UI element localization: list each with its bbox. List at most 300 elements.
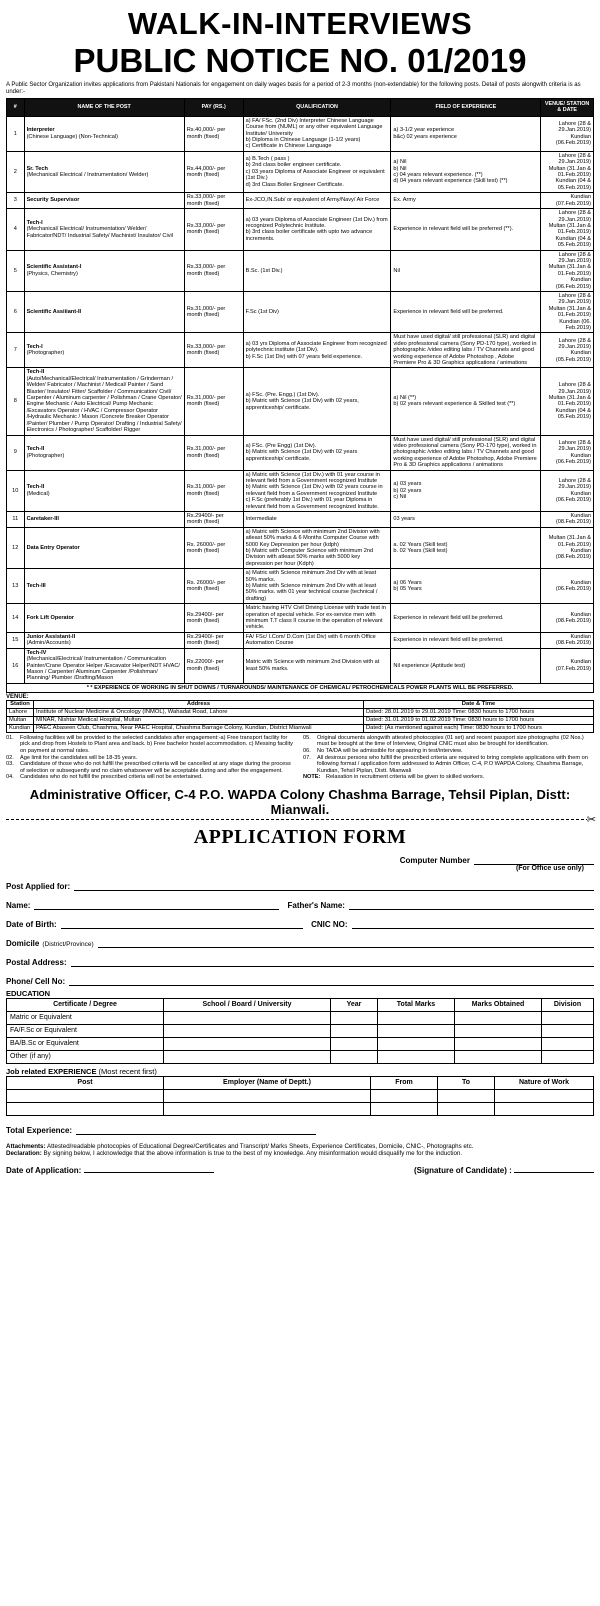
exp-col-post: Post — [7, 1076, 164, 1089]
post-serial — [7, 569, 25, 604]
domicile-row — [6, 929, 594, 948]
note-item — [303, 755, 594, 775]
venue-line: Multan (31.Jan & 01.Feb.2019) — [548, 535, 591, 548]
total-experience-row — [6, 1116, 594, 1135]
post-subtitle: (Photographer) — [26, 452, 65, 459]
post-title: Junior Assistant-II — [26, 633, 76, 640]
qualification-line: Ex-JCO,/N.Sub/ or equivalent of Army/Navy/ Air Force — [245, 197, 380, 204]
attachments — [6, 1143, 594, 1158]
experience-line: Must have used digital/ still professional (SLR) and digital video professional camera (Sony PD-170 type), worked in photographic /video editing labs / TV Channels and good working experience of Adobe Photoshop, Adobe Premiere Pro & 3D Graphics applications / animations — [393, 436, 537, 469]
experience-line: b) 05 Years — [393, 586, 422, 593]
education-label: EDUCATION — [6, 988, 51, 998]
education-cell[interactable] — [542, 1024, 594, 1037]
experience-line: Ex. Army — [393, 197, 416, 204]
venues-col-address: Address — [34, 700, 364, 708]
post-title: Tech-II — [26, 484, 45, 491]
qualification-line: a) B.Tech ( pass ) — [245, 156, 290, 163]
venue-line: Kundian (07.Feb.2019) — [555, 194, 591, 207]
computer-number-label: Computer Number — [399, 855, 470, 865]
experience-line: d) 04 years relevant experience (Skill test) (**) — [393, 178, 508, 185]
post-venue — [541, 333, 594, 368]
post-row — [7, 470, 594, 511]
cut-line — [6, 813, 596, 826]
post-row — [7, 151, 594, 192]
venue-line: Kundian (04 & 05.Feb.2019) — [555, 178, 591, 191]
experience-line: b) 02 years — [393, 487, 422, 494]
post-serial-text: 12 — [12, 544, 19, 551]
note-item — [303, 748, 594, 755]
posts-table — [6, 98, 594, 684]
post-pay-text: Rs. 26000/- per month (fixed) — [186, 579, 226, 593]
qualification-line: a) FA/ FSc. (2nd Div) Interpreter Chinese Language Course from (NUML) or any other equivalent Language Institute/ University — [245, 117, 383, 137]
post-name — [24, 511, 184, 527]
phone-label: Phone/ Cell No: — [6, 976, 66, 986]
name-row — [6, 891, 594, 910]
venue-line: Kundian (04 & 05.Feb.2019) — [555, 235, 591, 249]
post-pay-text: Rs.40,000/- per month (fixed) — [186, 127, 226, 140]
qualification-line: Matric having HTV Civil Driving License with trade test in operation of special vehicle. For ex-service men with minimum T.T class II course in the operation of relevant vehicle. — [245, 605, 386, 631]
total-experience-field[interactable] — [76, 1126, 316, 1135]
post-row — [7, 632, 594, 648]
fathers-name-field[interactable] — [349, 901, 594, 910]
note-item — [303, 774, 594, 781]
post-pay-text: Rs. 26000/- per month (fixed) — [186, 541, 226, 554]
venue-address: Institute of Nuclear Medicine & Oncology (INMOL), Wahadat Road, Lahore — [34, 708, 364, 716]
post-name — [24, 435, 184, 470]
post-pay — [184, 333, 243, 368]
post-venue — [541, 209, 594, 250]
edu-col-school: School / Board / University — [164, 998, 331, 1011]
post-venue — [541, 648, 594, 683]
computer-number-row — [6, 853, 594, 865]
qualification-line: c) F.Sc (preferably 1st Div.) with 01 year Diploma in relevant field from a Government recognized Institute. — [245, 497, 379, 510]
experience-line: Nil experience (Aptitude test) — [393, 662, 466, 669]
post-experience — [391, 648, 541, 683]
domicile-field[interactable] — [98, 939, 594, 948]
note-text: Relaxation in recruitment criteria will be given to skilled workers. — [326, 774, 485, 781]
post-experience — [391, 209, 541, 250]
col-venue: VENUE/ STATION & DATE — [541, 99, 594, 117]
post-pay — [184, 250, 243, 291]
notes-right — [303, 735, 594, 781]
post-name — [24, 291, 184, 332]
post-pay — [184, 604, 243, 633]
dob-row — [6, 910, 594, 929]
education-cell[interactable] — [378, 1050, 455, 1063]
post-row — [7, 368, 594, 435]
qualification-line: FA/ FSc/ I.Com/ D.Com (1st Div) with 6 month Office Automation Course — [245, 633, 376, 647]
venue-line: Kundian (08.Feb.2019) — [555, 512, 591, 526]
post-serial — [7, 648, 25, 683]
education-cell[interactable] — [331, 1024, 378, 1037]
education-cell[interactable] — [378, 1037, 455, 1050]
postal-label: Postal Address: — [6, 957, 67, 967]
education-cell[interactable] — [378, 1011, 455, 1024]
venue-datetime: Dated: (As mentioned against each) Time: 0830 hours to 1700 hours — [364, 724, 594, 732]
post-pay-text: Rs.22000/- per month (fixed) — [186, 659, 224, 672]
post-subtitle: (Chinese Language) (Non-Technical) — [26, 133, 118, 140]
post-subtitle: (Mechanical/ Electrical / Instrumentation/ Welder) — [26, 172, 149, 179]
post-pay — [184, 368, 243, 435]
posts-table-header — [7, 99, 594, 117]
experience-line: Experience in relevant field will be preferred. — [393, 308, 504, 315]
post-qualification — [243, 151, 391, 192]
education-cell[interactable] — [331, 1037, 378, 1050]
experience-row[interactable] — [7, 1089, 594, 1102]
post-applied-label: Post Applied for: — [6, 881, 71, 891]
post-subtitle: (Mechanical/Electrical/ Instrumentation / Communication Painter/Crane Operator Helper /Excavator Helper/NDT HVAC/ Mason / Carpenter/ Aluminum Carpenter /Polishman/ Planning/ Plumber /Drafting/Mason — [26, 656, 180, 682]
phone-row — [6, 967, 594, 986]
date-of-application-label: Date of Application: — [6, 1165, 82, 1175]
cnic-label: CNIC NO: — [311, 919, 348, 929]
form-title: APPLICATION FORM — [193, 825, 407, 848]
venue-line: Kundian (07.Feb.2019) — [555, 659, 591, 672]
venue-line: Kundian (06.Feb.2019) — [555, 452, 591, 465]
post-pay — [184, 291, 243, 332]
note-number: 02. — [6, 754, 14, 761]
post-subtitle: (Auto/Mechanical/Electrical/ Instrumentation / Grinderman / Welder/ Fabricator / Machinist / Medical/ Painter / Sand Blaster/ Insulator/ Fitter/ Scaffolder / Communication/ Civil/ Carpenter / Aluminum carpenter / Polishman / Crane Operator/ Engine Mechanic / Auto Electrical/ Pump Mechanic /Excavators Operator / HVAC / Compressor Operator /Hydraulic Mechanic / Mason /Concrete Breaker Operator /Painter/ Plumber / Pump Operator/ Drafting / Industrial Safety/ Electronics / Photographer/ Scaffolder/ Rigger — [26, 375, 182, 434]
post-subtitle: (Admin/Accounts) — [26, 640, 71, 647]
note-item — [6, 755, 297, 762]
note-number: 04. — [6, 774, 14, 781]
education-row-label: FA/F.Sc or Equivalent — [7, 1024, 164, 1037]
post-title: Tech-III — [26, 583, 46, 590]
date-of-application-field[interactable] — [84, 1172, 214, 1173]
venue-address: MINAR, Nishtar Medical Hospital, Multan — [34, 716, 364, 724]
post-pay-text: Rs.29400/- per month (fixed) — [186, 512, 224, 526]
table-footnote: * * EXPERIENCE OF WORKING IN SHUT DOWNS / TURNAROUNDS/ MAINTENANCE OF CHEMICAL/ PETROCHEMICALS POWER PLANTS WILL BE PREFERRED. — [6, 684, 594, 693]
venue-row — [7, 708, 594, 716]
post-name — [24, 470, 184, 511]
post-venue — [541, 151, 594, 192]
post-serial-text: 7 — [13, 347, 17, 354]
notice-number: PUBLIC NOTICE NO. 01/2019 — [73, 42, 527, 79]
venues-body — [7, 708, 594, 732]
note-text: Age limit for the candidates will be 18-35 years. — [20, 754, 138, 761]
post-venue — [541, 291, 594, 332]
post-row — [7, 333, 594, 368]
post-title: Tech-II — [26, 446, 45, 453]
venue-station: Multan — [7, 716, 34, 724]
post-row — [7, 648, 594, 683]
experience-line: a) 03 years — [393, 481, 422, 488]
experience-line: b&c) 02 years experience — [393, 133, 457, 140]
post-venue — [541, 569, 594, 604]
education-row[interactable] — [7, 1011, 594, 1024]
post-qualification — [243, 604, 391, 633]
edu-col-obtained: Marks Obtained — [455, 998, 542, 1011]
experience-line: a) Nil — [393, 159, 407, 166]
post-pay-text: Rs.31,000/- per month (fixed) — [186, 395, 226, 408]
education-cell[interactable] — [542, 1037, 594, 1050]
note-text: All desirous persons who fulfill the prescribed criteria are required to bring complete applications with them on following format / application form addressed to Admin Officer, C-4, P.O WAPDA Colony, Chashma Barrage, Kundian, Tehsil Piplan, Distt. Mianwali — [317, 754, 588, 774]
edu-col-total: Total Marks — [378, 998, 455, 1011]
experience-line: Must have used digital/ still professional (SLR) and digital video professional camera (Sony PD-170 type), worked in photographic /video editing labs / TV Channels and good working experience of Adobe Photoshop , Adobe Premiere Pro & 3D Graphics applications / animations — [393, 334, 537, 367]
venue-line: Lahore (28 & 29.Jan.2019) — [558, 251, 591, 264]
experience-line: b. 02 Years (Skill test) — [393, 548, 448, 554]
education-cell[interactable] — [331, 1011, 378, 1024]
experience-table — [6, 1076, 594, 1116]
post-venue — [541, 116, 594, 151]
qualification-line: b) Diploma in Chinese Language (1-1/2 years) — [245, 137, 361, 144]
education-row[interactable] — [7, 1037, 594, 1050]
postal-field[interactable] — [71, 958, 594, 967]
post-serial-text: 2 — [13, 168, 17, 175]
job-experience-heading — [6, 1067, 594, 1076]
venue-address: PAEC Abaseen Club, Chashma, Near PAEC Hospital, Chashma Barrage Colony, Kundian, District Mianwali — [34, 724, 364, 732]
education-cell[interactable] — [331, 1050, 378, 1063]
post-qualification — [243, 511, 391, 527]
qualification-line: b) Matric with Computer Science with minimum 2nd Division with atleast 50% marks with 5000 key depression per hour (Kdph) — [245, 548, 374, 567]
post-experience — [391, 193, 541, 209]
post-serial-text: 1 — [13, 130, 17, 137]
experience-row[interactable] — [7, 1102, 594, 1115]
post-experience — [391, 151, 541, 192]
venue-row — [7, 716, 594, 724]
post-experience — [391, 569, 541, 604]
col-experience: FIELD OF EXPERIENCE — [391, 99, 541, 117]
post-pay-text: Rs.33,000/- per month (fixed) — [186, 194, 226, 207]
note-number: 06. — [303, 747, 311, 754]
notice-intro: A Public Sector Organization invites applications from Pakistani Nationals for engagement on daily wages basis for a period of 2-3 months (non-extendable) for the following posts. Detail of posts alongwith criteria is as under:- — [6, 82, 581, 95]
attachments-text: Attested/readable photocopies of Educational Degree/Certificates and Transcript/ Marks Sheets, Experience Certificates, Domicile, CNIC-, Photographs etc. — [46, 1142, 474, 1150]
post-name — [24, 151, 184, 192]
venues-col-station: Station — [7, 700, 34, 708]
post-pay — [184, 569, 243, 604]
post-title: Fork Lift Operator — [26, 614, 75, 621]
post-qualification — [243, 632, 391, 648]
experience-line: 03 years — [393, 516, 415, 523]
col-qualification: QUALIFICATION — [243, 99, 391, 117]
education-row-label: Matric or Equivalent — [7, 1011, 164, 1024]
venue-line: Multan (31.Jan & 01.Feb.2019) — [548, 222, 591, 236]
post-row — [7, 569, 594, 604]
domicile-label: Domicile — [6, 938, 40, 948]
post-pay-text: Rs.33,000/- per month (fixed) — [186, 264, 226, 277]
education-cell[interactable] — [164, 1024, 331, 1037]
note-number: NOTE: — [303, 774, 321, 781]
qualification-line: Intermediate — [245, 516, 277, 523]
post-serial-text: 16 — [12, 662, 19, 669]
experience-line: a) 06 Years — [393, 579, 422, 586]
education-cell[interactable] — [455, 1024, 542, 1037]
post-pay — [184, 151, 243, 192]
qualification-line: b) 3rd class boiler certificate with upto two advance increments. — [245, 229, 373, 242]
post-experience — [391, 368, 541, 435]
venues-col-date: Date & Time — [364, 700, 594, 708]
post-pay — [184, 193, 243, 209]
education-cell[interactable] — [542, 1050, 594, 1063]
post-title: Sr. Tech — [26, 165, 48, 172]
post-qualification — [243, 368, 391, 435]
notes-section — [6, 735, 594, 781]
post-serial — [7, 250, 25, 291]
post-serial — [7, 511, 25, 527]
note-number: 05. — [303, 734, 311, 741]
post-venue — [541, 527, 594, 568]
education-cell[interactable] — [455, 1050, 542, 1063]
education-row[interactable] — [7, 1050, 594, 1063]
post-venue — [541, 470, 594, 511]
education-cell[interactable] — [542, 1011, 594, 1024]
venue-line: Lahore (28 & 29.Jan.2019) — [558, 439, 591, 453]
education-row-label: BA/B.Sc or Equivalent — [7, 1037, 164, 1050]
post-serial — [7, 632, 25, 648]
fathers-name-label: Father's Name: — [287, 900, 345, 910]
post-serial-text: 3 — [13, 197, 17, 204]
post-pay-text: Rs.31,000/- per month (fixed) — [186, 484, 226, 497]
venue-line: Lahore (28 & 29.Jan.2019) — [558, 337, 591, 351]
venue-line: Multan (31.Jan & 01.Feb.2019) — [548, 305, 591, 319]
education-cell[interactable] — [164, 1037, 331, 1050]
post-serial-text: 9 — [13, 449, 17, 456]
education-row[interactable] — [7, 1024, 594, 1037]
note-number: 01. — [6, 734, 14, 741]
venue-line: Kundian (06. Feb.2019) — [559, 318, 591, 331]
qualification-line: Matric with Science with minimum 2nd Division with at least 50% marks. — [245, 659, 380, 672]
post-experience — [391, 470, 541, 511]
post-serial — [7, 435, 25, 470]
qualification-line: a) Matric with Science with minimum 2nd Division with atleast 50% marks & 6 Months Computer Course with 5000 Key Depression per hour (kdph) — [245, 528, 380, 548]
post-venue — [541, 632, 594, 648]
exp-col-employer: Employer (Name of Deptt.) — [164, 1076, 371, 1089]
post-pay-text: Rs.33,000/- per month (fixed) — [186, 344, 226, 357]
post-row — [7, 291, 594, 332]
venue-line: Kundian (08.Feb.2019) — [555, 548, 591, 561]
qualification-line: B.Sc. (1st Div.) — [245, 267, 283, 274]
experience-line: Experience in relevant field will be preferred. — [393, 637, 504, 644]
post-name — [24, 632, 184, 648]
post-pay — [184, 470, 243, 511]
note-text: Original documents alongwith attested photocopies (01 set) and recent passport size photographs (02 Nos.) must be brought at the time of Interview, Original CNIC must also be brought for identification. — [317, 734, 584, 748]
venue-line: Kundian (06.Feb.2019) — [555, 490, 591, 504]
qualification-line: a) Matric with Science (1st Div.) with 01 year course in relevant field from a Government recognized Institute — [245, 471, 380, 484]
note-item — [6, 774, 297, 781]
post-row — [7, 435, 594, 470]
post-experience — [391, 435, 541, 470]
post-serial-text: 15 — [12, 637, 19, 644]
qualification-line: b) Matric with Science minimum 2nd Div with at least 50% marks. with 01 year technical course (technical / drafting) — [245, 583, 378, 602]
post-pay-text: Rs.29400/- per month (fixed) — [186, 611, 224, 625]
post-experience — [391, 511, 541, 527]
qualification-line: c) Certificate in Chinese Language — [245, 143, 332, 150]
note-text: No TA/DA will be admissible for appearing in test/interview. — [317, 747, 463, 754]
qualification-line: a) Matric with Science minimum 2nd Div with at least 50% marks. — [245, 570, 377, 583]
qualification-line: F.Sc (1st Div) — [245, 308, 279, 315]
posts-table-body — [7, 116, 594, 683]
post-venue — [541, 368, 594, 435]
post-subtitle: (Photographer) — [26, 350, 65, 357]
venue-line: Lahore (28 & 29.Jan.2019) — [558, 382, 591, 395]
qualification-line: a) FSc. (Pre Engg) (1st Div). — [245, 442, 317, 449]
post-venue — [541, 193, 594, 209]
phone-field[interactable] — [69, 977, 594, 986]
venue-line: Multan (31.Jan & 01.Feb.2019) — [548, 264, 591, 277]
post-qualification — [243, 209, 391, 250]
education-cell[interactable] — [164, 1050, 331, 1063]
edu-col-year: Year — [331, 998, 378, 1011]
education-cell[interactable] — [164, 1011, 331, 1024]
post-row — [7, 250, 594, 291]
qualification-line: d) 3rd Class Boiler Engineer Certificate. — [245, 181, 344, 188]
newspaper-notice — [6, 6, 594, 1594]
post-pay — [184, 435, 243, 470]
post-name — [24, 116, 184, 151]
qualification-line: c) 03 years Diploma of Associate Engineer or equivalent (1st Div.) — [245, 168, 385, 182]
signature — [414, 1166, 594, 1175]
post-title: Caretaker-III — [26, 516, 59, 523]
post-title: Scientific Assiiiant-II — [26, 308, 82, 315]
education-cell[interactable] — [378, 1024, 455, 1037]
education-cell[interactable] — [455, 1011, 542, 1024]
post-serial — [7, 368, 25, 435]
note-text: Candidates who do not fulfill the prescribed criteria will not be entertained. — [20, 774, 203, 781]
exp-col-nature: Nature of Work — [495, 1076, 594, 1089]
venue-datetime: Dated: 28.01.2019 to 29.01.2019 Time: 0830 hours to 1700 hours — [364, 708, 594, 716]
post-venue — [541, 435, 594, 470]
computer-number-field[interactable] — [474, 856, 594, 865]
experience-line: a) Nil (**) — [393, 395, 417, 402]
signature-field[interactable] — [514, 1172, 594, 1173]
postal-row — [6, 948, 594, 967]
post-title: Scientific Assistant-I — [26, 264, 82, 271]
dob-field[interactable] — [61, 920, 303, 929]
note-item — [6, 761, 297, 774]
experience-line: Experience in relevant field will be preferred. — [393, 614, 504, 621]
experience-line: a. 02 Years (Skill test) — [393, 541, 448, 548]
notice-title: WALK-IN-INTERVIEWS — [127, 6, 473, 41]
declaration-label: Declaration: — [6, 1150, 42, 1158]
qualification-line: a) FSc. (Pre. Engg.) (1st Div). — [245, 391, 320, 398]
education-table — [6, 998, 594, 1064]
post-pay-text: Rs.33,000/- per month (fixed) — [186, 222, 226, 236]
post-serial-text: 14 — [12, 614, 19, 621]
post-qualification — [243, 333, 391, 368]
venue-station: Lahore — [7, 708, 34, 716]
venues-table — [6, 700, 594, 733]
education-row-label: Other (if any) — [7, 1050, 164, 1063]
venue-line: Kundian (08.Feb.2019) — [555, 611, 591, 625]
post-qualification — [243, 291, 391, 332]
post-pay-text: Rs.31,000/- per month (fixed) — [186, 446, 226, 459]
experience-line: b) 02 years relevant experience & Skilled test (**) — [393, 401, 516, 408]
name-field[interactable] — [34, 901, 279, 910]
signature-row — [6, 1166, 594, 1175]
venue-line: Lahore (28 & 29.Jan.2019) — [558, 152, 591, 166]
post-row — [7, 511, 594, 527]
venue-row — [7, 724, 594, 732]
post-subtitle: (Physics, Chemistry) — [26, 270, 78, 277]
post-row — [7, 116, 594, 151]
post-serial — [7, 604, 25, 633]
post-venue — [541, 250, 594, 291]
venue-line: Lahore (28 & 29.Jan.2019) — [558, 121, 591, 134]
post-experience — [391, 604, 541, 633]
qualification-line: b) 2nd class boiler engineer certificate. — [245, 162, 342, 169]
cnic-field[interactable] — [352, 920, 594, 929]
notes-left — [6, 735, 297, 781]
col-serial: # — [7, 99, 25, 117]
experience-line: b) Nil — [393, 165, 407, 172]
post-experience — [391, 527, 541, 568]
domicile-hint: (District/Province) — [42, 940, 94, 948]
post-applied-field[interactable] — [74, 882, 594, 891]
attachments-label: Attachments: — [6, 1142, 46, 1150]
education-cell[interactable] — [455, 1037, 542, 1050]
post-row — [7, 604, 594, 633]
post-title: Tech-IV — [26, 649, 47, 656]
post-pay-text: Rs.44,000/- per month (fixed) — [186, 165, 226, 179]
